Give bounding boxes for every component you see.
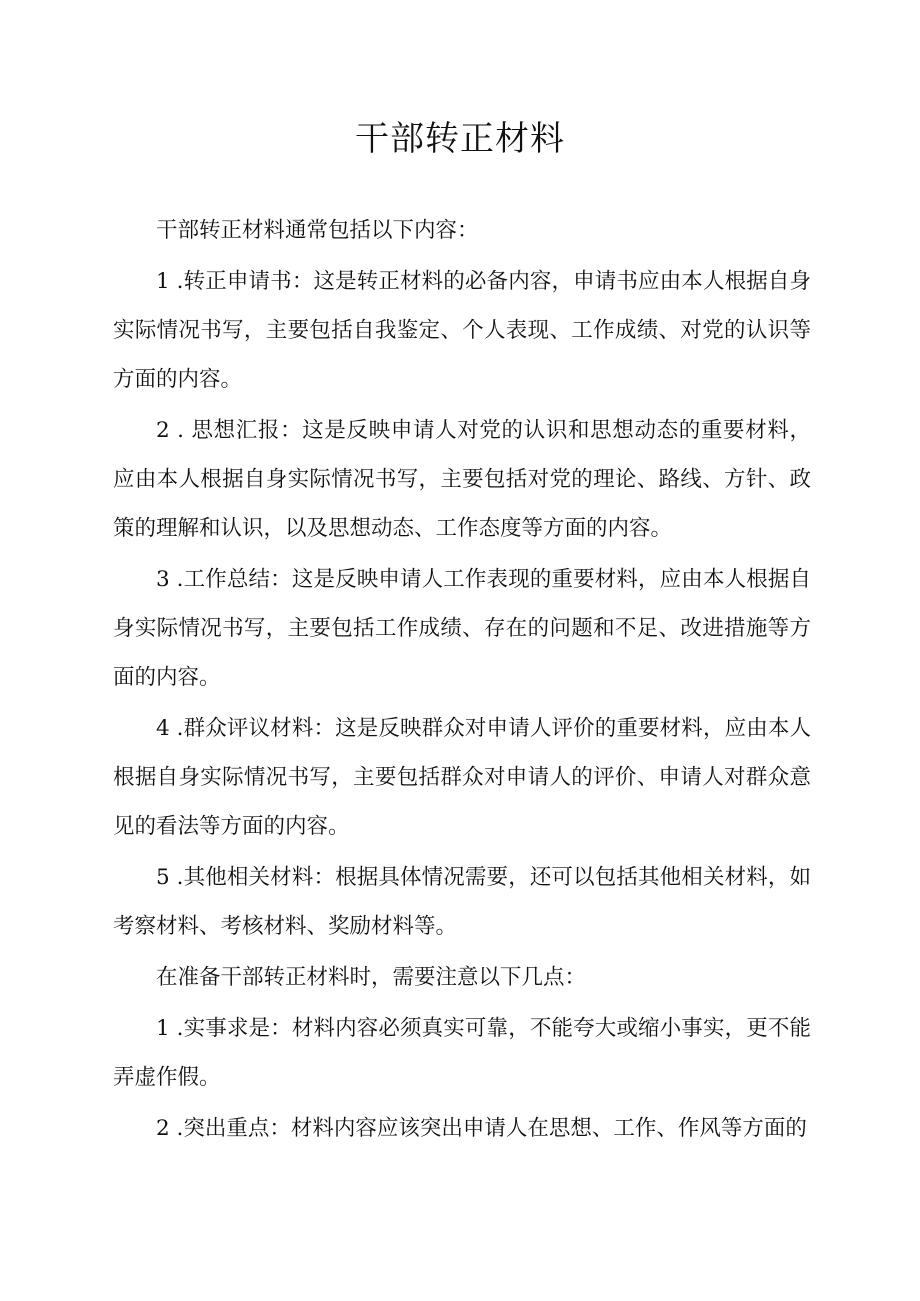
item-5-other-materials: 5 .其他相关材料：根据具体情况需要，还可以包括其他相关材料，如考察材料、考核材料、奖励材料等。 xyxy=(113,865,811,939)
intro-paragraph: 干部转正材料通常包括以下内容： xyxy=(156,218,479,243)
notes-intro-paragraph: 在准备干部转正材料时，需要注意以下几点： xyxy=(156,965,587,990)
item-1-application-letter: 1 .转正申请书：这是转正材料的必备内容，申请书应由本人根据自身实际情况书写，主要包括自我鉴定、个人表现、工作成绩、对党的认识等方面的内容。 xyxy=(113,269,811,392)
note-1-truthfulness: 1 .实事求是：材料内容必须真实可靠，不能夸大或缩小事实，更不能弄虚作假。 xyxy=(113,1016,811,1090)
item-3-work-summary: 3 .工作总结：这是反映申请人工作表现的重要材料，应由本人根据自身实际情况书写，主要包括工作成绩、存在的问题和不足、改进措施等方面的内容。 xyxy=(113,567,811,690)
note-2-highlight-key-points: 2 .突出重点：材料内容应该突出申请人在思想、工作、作风等方面的 xyxy=(156,1116,807,1141)
item-2-thought-report: 2 . 思想汇报：这是反映申请人对党的认识和思想动态的重要材料，应由本人根据自身实际情况书写，主要包括对党的理论、路线、方针、政策的理解和认识，以及思想动态、工作态度等方面的内容。 xyxy=(113,418,811,541)
item-4-public-evaluation: 4 .群众评议材料：这是反映群众对申请人评价的重要材料，应由本人根据自身实际情况书写，主要包括群众对申请人的评价、申请人对群众意见的看法等方面的内容。 xyxy=(113,716,811,839)
page-title: 干部转正材料 xyxy=(355,119,565,159)
document-body xyxy=(113,206,811,1155)
